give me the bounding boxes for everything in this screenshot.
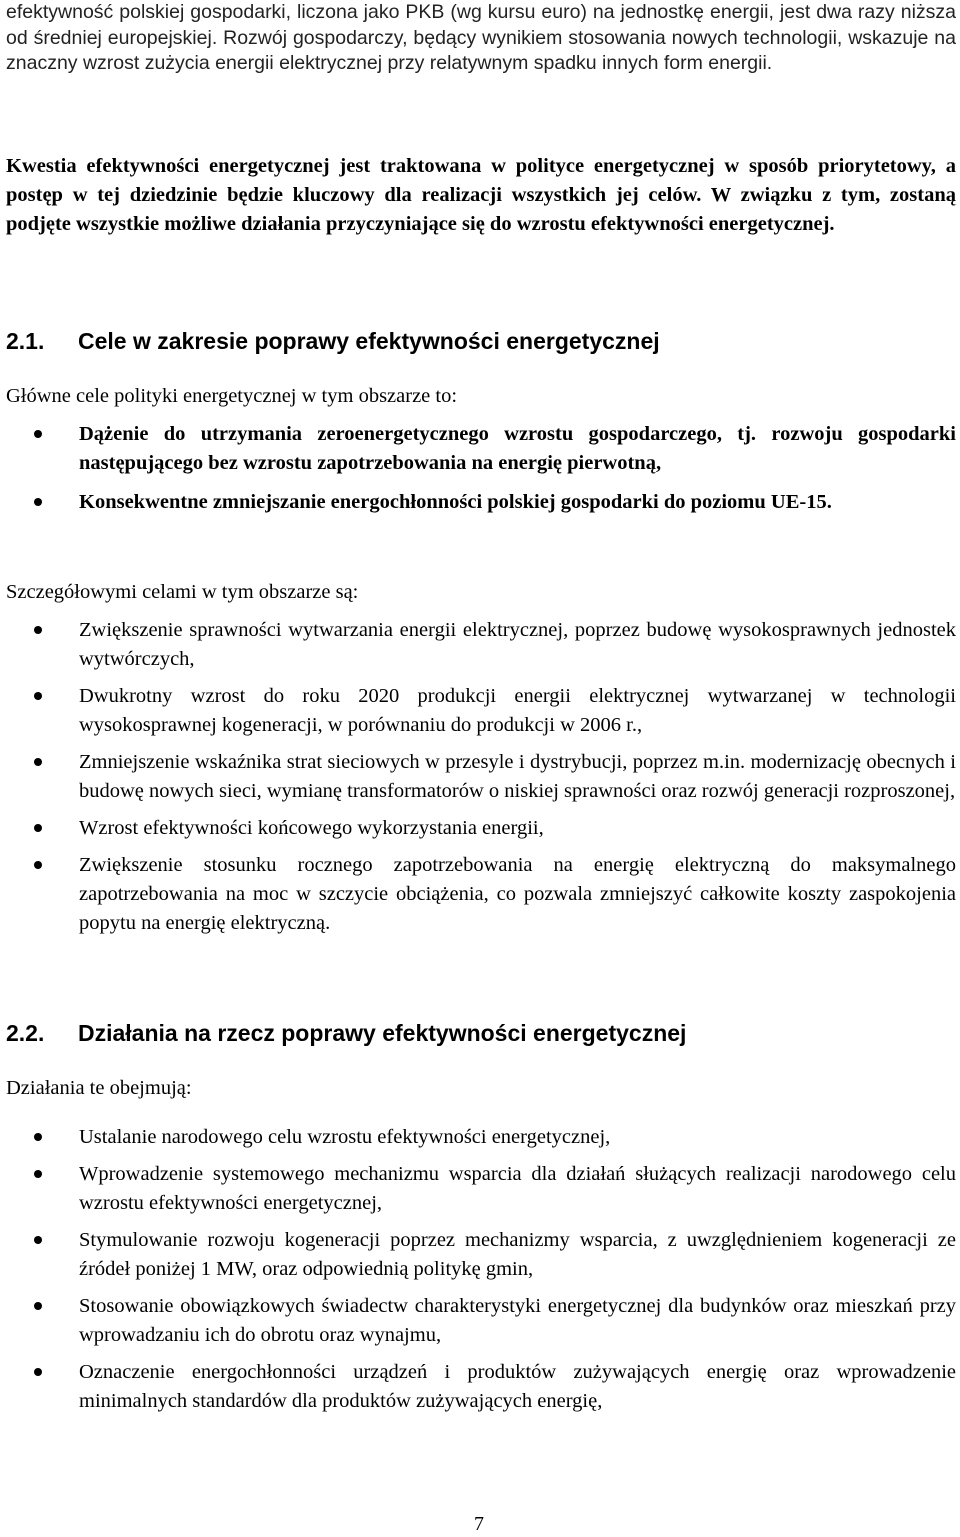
list-item [6,748,956,806]
detailed-goals-lead: Szczegółowymi celami w tym obszarze są: [6,581,359,603]
bullet-icon [34,861,42,869]
list-item [6,488,956,517]
list-item-text: Wprowadzenie systemowego mechanizmu wsparcia dla działań służących realizacji narodowego celu wzrostu efektywności energetycznej, [79,1163,956,1214]
list-item-text: Zwiększenie sprawności wytwarzania energii elektrycznej, poprzez budowę wysokosprawnych jednostek wytwórczych, [79,619,956,670]
list-item [6,682,956,740]
section-heading-2-2 [6,1018,686,1048]
bullet-icon [34,1133,42,1141]
list-item-text: Zmniejszenie wskaźnika strat sieciowych w przesyle i dystrybucji, poprzez m.in. modernizację obecnych i budowę nowych sieci, wymianę transformatorów o niskiej sprawności oraz rozwój generacji rozproszonej, [79,751,956,802]
bullet-icon [34,1368,42,1376]
bullet-icon [34,1236,42,1244]
intro-paragraph: efektywność polskiej gospodarki, liczona jako PKB (wg kursu euro) na jednostkę energii, jest dwa razy niższa od średniej europejskiej. Rozwój gospodarczy, będący wynikiem stosowania nowych technologii, wskazuje na znaczny wzrost zużycia energii elektrycznej przy relatywnym spadku innych form energii. [6,1,956,74]
list-item [6,851,956,938]
list-item [6,420,956,478]
list-item-text: Wzrost efektywności końcowego wykorzystania energii, [79,817,544,839]
main-goals-list [6,420,956,527]
list-item [6,1292,956,1350]
list-item-text: Dwukrotny wzrost do roku 2020 produkcji energii elektrycznej wytwarzanej w technologii wysokosprawnej kogeneracji, w porównaniu do produkcji w 2006 r., [79,685,956,736]
list-item-text: Dążenie do utrzymania zeroenergetycznego wzrostu gospodarczego, tj. rozwoju gospodarki następującego bez wzrostu zapotrzebowania na energię pierwotną, [79,423,956,474]
bullet-icon [34,498,42,506]
bullet-icon [34,430,42,438]
bullet-icon [34,1302,42,1310]
page-number: 7 [474,1513,484,1535]
list-item-text: Stymulowanie rozwoju kogeneracji poprzez mechanizmy wsparcia, z uwzględnieniem kogeneracji ze źródeł poniżej 1 MW, oraz odpowiednią politykę gmin, [79,1229,956,1280]
section-heading-2-1 [6,326,660,356]
list-item [6,1226,956,1284]
main-goals-lead: Główne cele polityki energetycznej w tym obszarze to: [6,385,458,407]
list-item [6,814,956,843]
list-item-text: Oznaczenie energochłonności urządzeń i produktów zużywających energię oraz wprowadzenie minimalnych standardów dla produktów zużywających energię, [79,1361,956,1412]
list-item [6,1358,956,1416]
section-title: Cele w zakresie poprawy efektywności energetycznej [78,328,660,354]
list-item [6,616,956,674]
list-item-text: Konsekwentne zmniejszanie energochłonności polskiej gospodarki do poziomu UE-15. [79,491,832,513]
list-item [6,1160,956,1218]
bullet-icon [34,758,42,766]
bullet-icon [34,692,42,700]
bullet-icon [34,824,42,832]
detailed-goals-list [6,616,956,946]
list-item [6,1123,956,1152]
section-title: Działania na rzecz poprawy efektywności energetycznej [78,1020,687,1046]
section-number: 2.1. [6,328,45,354]
bullet-icon [34,626,42,634]
bullet-icon [34,1170,42,1178]
list-item-text: Zwiększenie stosunku rocznego zapotrzebowania na energię elektryczną do maksymalnego zapotrzebowania na moc w szczycie obciążenia, co pozwala zmniejszyć całkowite koszty zaspokojenia popytu na energię elektryczną. [79,854,956,934]
actions-lead: Działania te obejmują: [6,1077,192,1099]
section-number: 2.2. [6,1020,45,1046]
priority-paragraph: Kwestia efektywności energetycznej jest traktowana w polityce energetycznej w sposób priorytetowy, a postęp w tej dziedzinie będzie kluczowy dla realizacji wszystkich jej celów. W związku z tym, zostaną podjęte wszystkie możliwe działania przyczyniające się do wzrostu efektywności energetycznej. [6,155,956,235]
list-item-text: Ustalanie narodowego celu wzrostu efektywności energetycznej, [79,1126,611,1148]
actions-list [6,1123,956,1424]
list-item-text: Stosowanie obowiązkowych świadectw charakterystyki energetycznej dla budynków oraz mieszkań przy wprowadzaniu ich do obrotu oraz wynajmu, [79,1295,956,1346]
